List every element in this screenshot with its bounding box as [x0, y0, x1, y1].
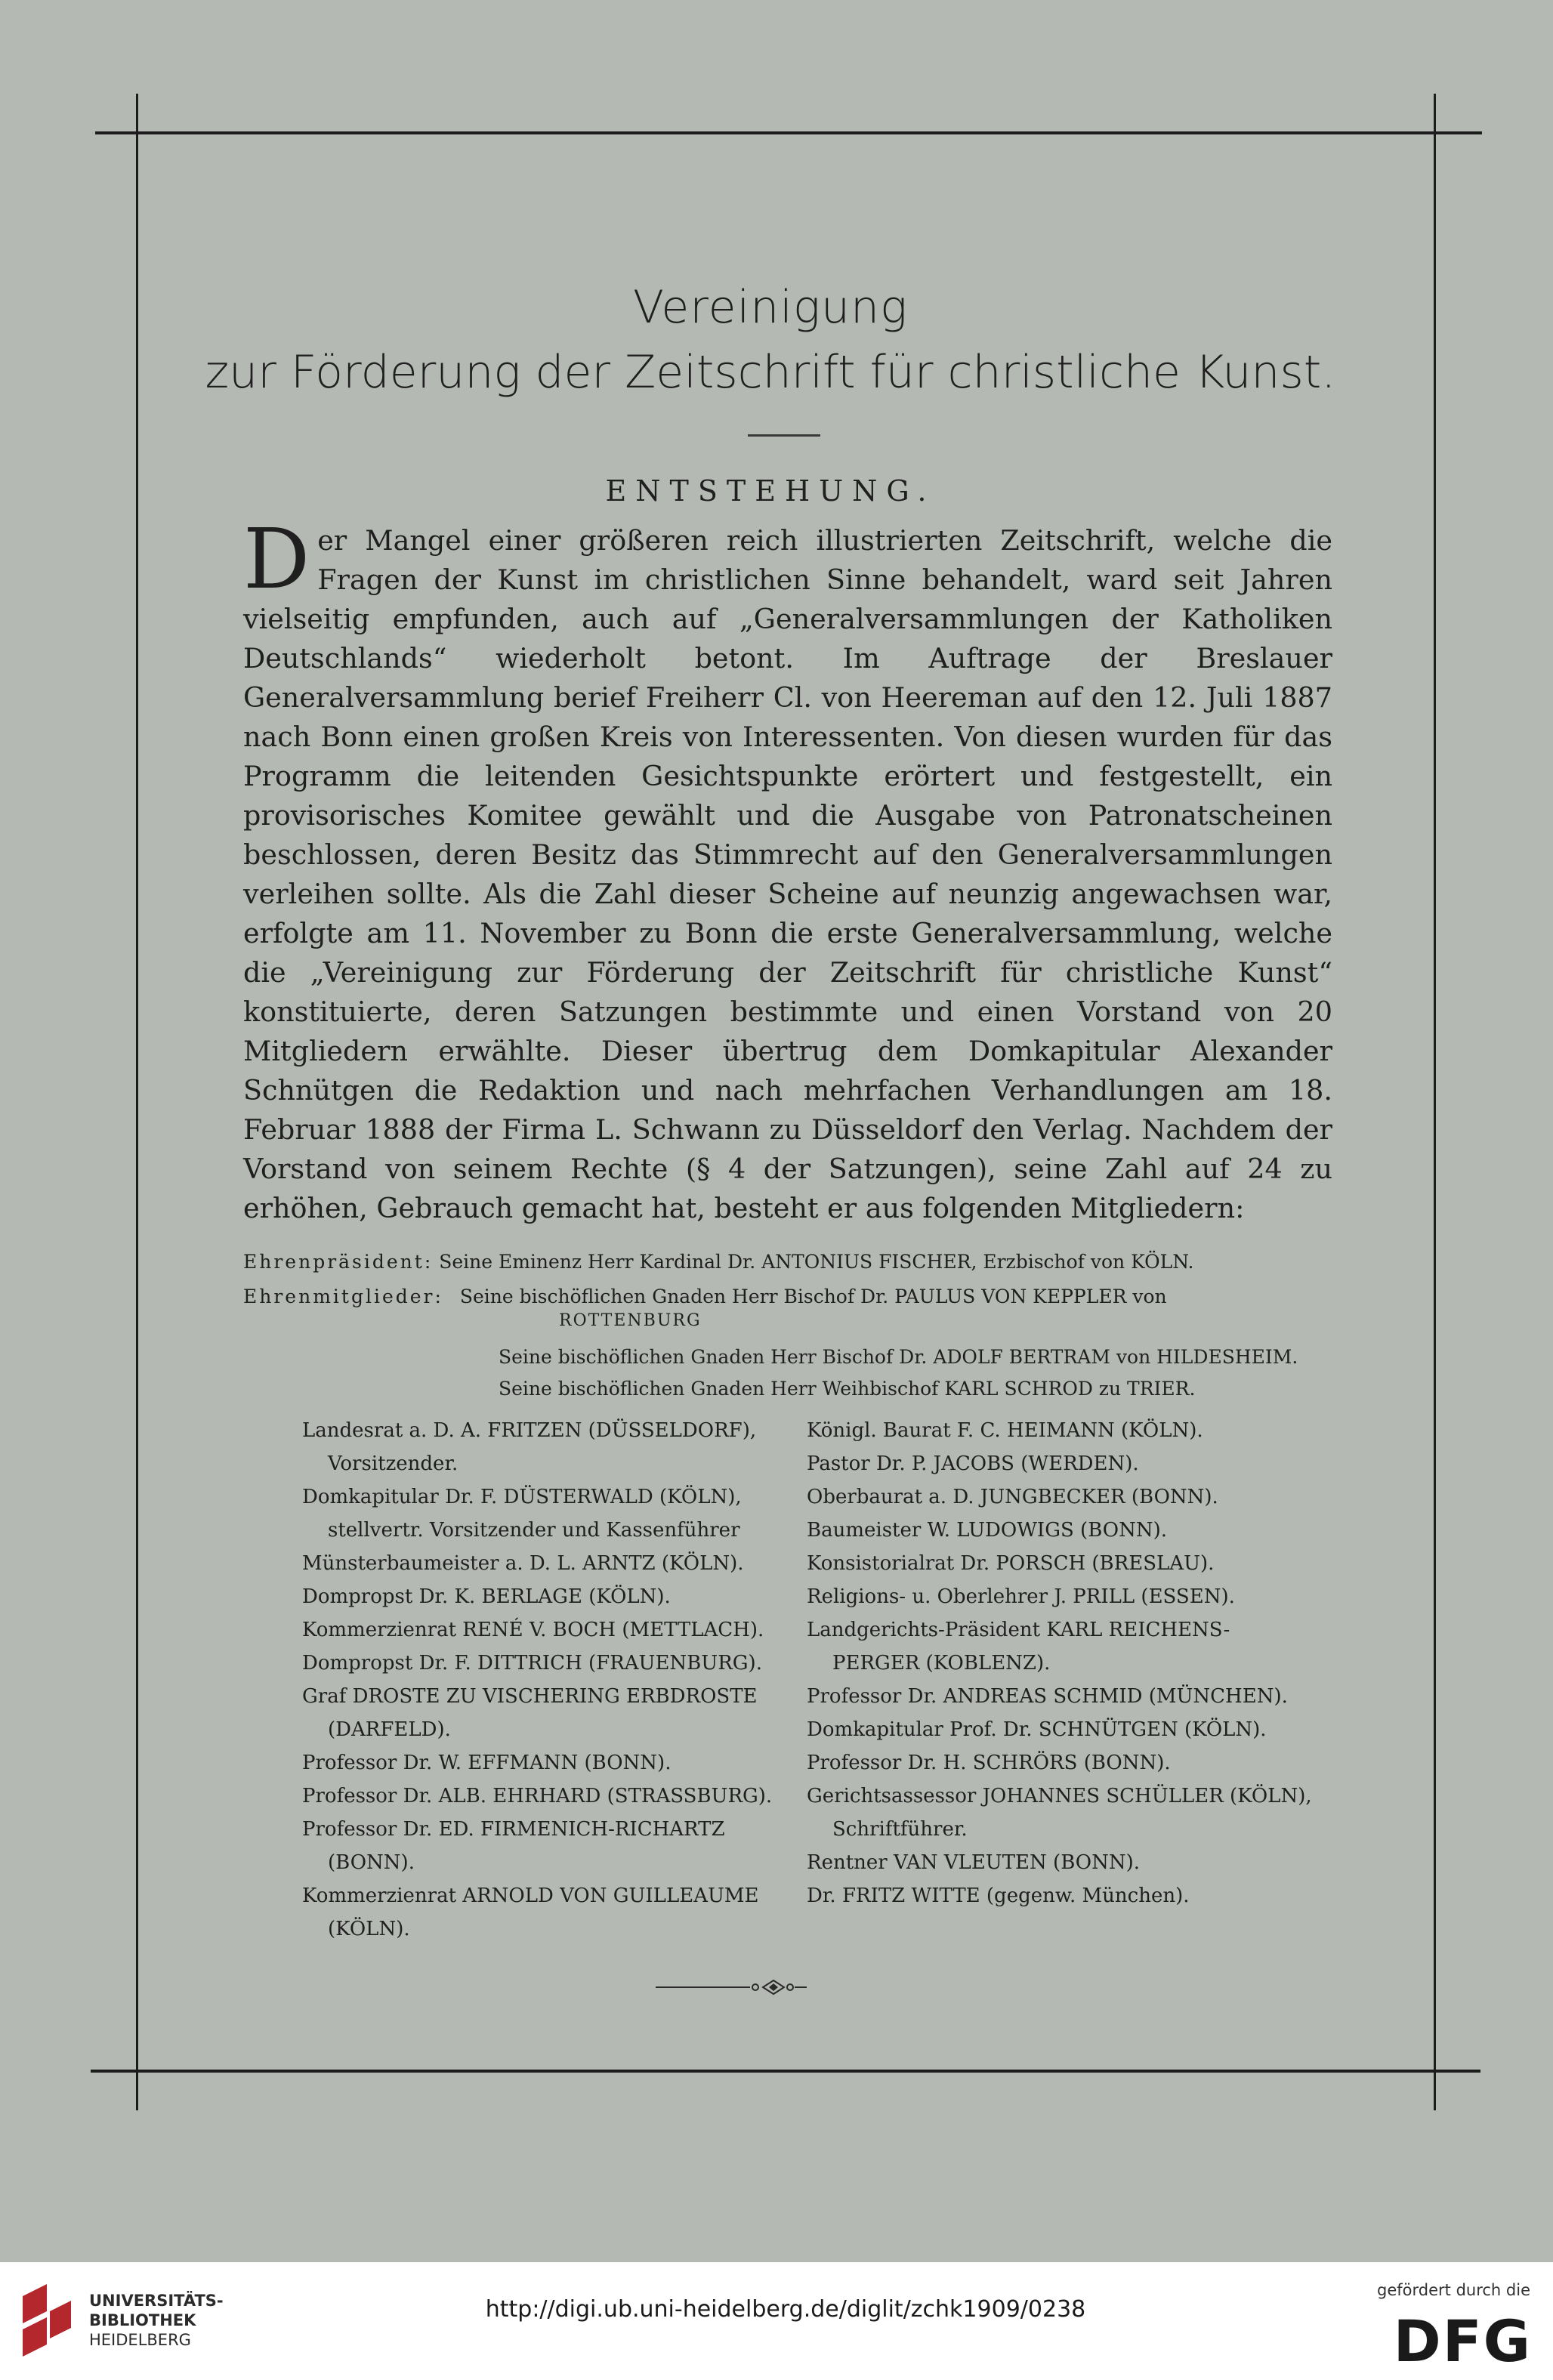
member-entry: Religions- u. Oberlehrer J. PRILL (ESSEN). [807, 1585, 1235, 1608]
member-entry: Münsterbaumeister a. D. L. ARNTZ (KÖLN). [302, 1552, 744, 1575]
member-entry: stellvertr. Vorsitzender und Kassenführer [328, 1519, 740, 1542]
library-logo-icon [17, 2281, 77, 2364]
honorary-member-2: Seine bischöflichen Gnaden Herr Bischof Dr. ADOLF BERTRAM von HILDESHEIM. [499, 1346, 1298, 1368]
member-entry: (KÖLN). [328, 1918, 410, 1940]
member-entry: Gerichtsassessor JOHANNES SCHÜLLER (KÖLN), [807, 1785, 1312, 1807]
ornament-divider [656, 1976, 897, 1999]
member-entry: Vorsitzender. [328, 1452, 458, 1475]
member-entry: Domkapitular Dr. F. DÜSTERWALD (KÖLN), [302, 1486, 742, 1508]
member-entry: Landgerichts-Präsident KARL REICHENS- [807, 1619, 1230, 1641]
member-entry: Landesrat a. D. A. FRITZEN (DÜSSELDORF), [302, 1419, 757, 1442]
honorary-president [243, 1249, 1193, 1275]
member-entry: Professor Dr. H. SCHRÖRS (BONN). [807, 1752, 1171, 1774]
member-entry: Dompropst Dr. K. BERLAGE (KÖLN). [302, 1585, 671, 1608]
honorary-president-label: Ehrenpräsident: [243, 1251, 434, 1273]
honorary-member-3: Seine bischöflichen Gnaden Herr Weihbischof KARL SCHROD zu TRIER. [499, 1378, 1196, 1400]
honorary-member-1: Seine bischöflichen Gnaden Herr Bischof Dr. PAULUS VON KEPPLER von [459, 1286, 1167, 1307]
member-entry: Königl. Baurat F. C. HEIMANN (KÖLN). [807, 1419, 1203, 1442]
member-entry: Baumeister W. LUDOWIGS (BONN). [807, 1519, 1168, 1542]
member-entry: Dr. FRITZ WITTE (gegenw. München). [807, 1885, 1190, 1907]
source-url-link[interactable]: http://digi.ub.uni-heidelberg.de/diglit/zchk1909/0238 [485, 2296, 1086, 2323]
frame-bottom-rule [91, 2070, 1480, 2073]
member-entry: PERGER (KOBLENZ). [832, 1652, 1051, 1675]
members-left-column [302, 1414, 772, 1946]
member-entry: Domkapitular Prof. Dr. SCHNÜTGEN (KÖLN). [807, 1718, 1267, 1741]
frame-right-rule [1434, 94, 1436, 2110]
member-entry: Professor Dr. ALB. EHRHARD (STRASSBURG). [302, 1785, 773, 1807]
member-entry: Kommerzienrat RENÉ V. BOCH (METTLACH). [302, 1619, 764, 1641]
member-entry: Professor Dr. ED. FIRMENICH-RICHARTZ [302, 1818, 725, 1841]
member-entry: Professor Dr. W. EFFMANN (BONN). [302, 1752, 672, 1774]
honorary-president-text: Seine Eminenz Herr Kardinal Dr. ANTONIUS FISCHER, Erzbischof von KÖLN. [439, 1251, 1194, 1273]
member-entry: Kommerzienrat ARNOLD VON GUILLEAUME [302, 1885, 759, 1907]
member-entry: Schriftführer. [832, 1818, 968, 1841]
library-name [89, 2291, 224, 2350]
member-entry: Professor Dr. ANDREAS SCHMID (MÜNCHEN). [807, 1685, 1288, 1708]
member-entry: (DARFELD). [328, 1718, 451, 1741]
library-name-line-1: UNIVERSITÄTS- [89, 2292, 224, 2310]
honorary-members [243, 1284, 1167, 1310]
section-heading: ENTSTEHUNG. [605, 474, 936, 508]
frame-top-rule [95, 131, 1482, 134]
library-name-line-2: BIBLIOTHEK [89, 2311, 196, 2329]
member-entry: Rentner VAN VLEUTEN (BONN). [807, 1851, 1141, 1874]
drop-cap: D [243, 511, 310, 607]
dfg-logo: DFG [1393, 2307, 1532, 2375]
member-entry: Konsistorialrat Dr. PORSCH (BRESLAU). [807, 1552, 1215, 1575]
member-entry: Oberbaurat a. D. JUNGBECKER (BONN). [807, 1486, 1218, 1508]
title-line-1: Vereinigung [633, 281, 908, 334]
title-line-2: zur Förderung der Zeitschrift für christliche Kunst. [205, 346, 1336, 399]
library-name-line-3: HEIDELBERG [89, 2331, 191, 2349]
title-divider [748, 434, 820, 437]
member-entry: Dompropst Dr. F. DITTRICH (FRAUENBURG). [302, 1652, 762, 1675]
honorary-member-1-cont: ROTTENBURG [559, 1311, 702, 1330]
members-right-column [807, 1414, 1312, 1912]
body-paragraph [243, 511, 1332, 1228]
member-entry: (BONN). [328, 1851, 415, 1874]
member-entry: Pastor Dr. P. JACOBS (WERDEN). [807, 1452, 1139, 1475]
funded-by-label: gefördert durch die [1377, 2281, 1530, 2299]
body-text: er Mangel einer größeren reich illustrierten Zeitschrift, welche die Fragen der Kunst im christlichen Sinne behandelt, ward seit Jahren vielseitig empfunden, auch auf „Generalversammlungen der Katholiken Deutschlands“ wiederholt betont. Im Auftrage der Breslauer Generalversammlung berief Freiherr Cl. von Heereman auf den 12. Juli 1887 nach Bonn einen großen Kreis von Interessenten. Von diesen wurden für das Programm die leitenden Gesichtspunkte erörtert und festgestellt, ein provisorisches Komitee gewählt und die Ausgabe von Patronatscheinen beschlossen, deren Besitz das Stimmrecht auf den Generalversammlungen verleihen sollte. Als die Zahl dieser Scheine auf neunzig angewachsen war, erfolgte am 11. November zu Bonn die erste Generalversammlung, welche die „Vereinigung zur Förderung der Zeitschrift für christliche Kunst“ konstituierte, deren Satzungen bestimmte und einen Vorstand von 20 Mitgliedern erwählte. Dieser übertrug dem Domkapitular Alexander Schnütgen die Redaktion und nach mehrfachen Verhandlungen am 18. Februar 1888 der Firma L. Schwann zu Düsseldorf den Verlag. Nachdem der Vorstand von seinem Rechte (§ 4 der Satzungen), seine Zahl auf 24 zu erhöhen, Gebrauch gemacht hat, besteht er aus folgenden Mitgliedern: [243, 524, 1332, 1224]
frame-left-rule [136, 94, 138, 2110]
honorary-members-label: Ehrenmitglieder: [243, 1286, 443, 1307]
member-entry: Graf DROSTE ZU VISCHERING ERBDROSTE [302, 1685, 758, 1708]
